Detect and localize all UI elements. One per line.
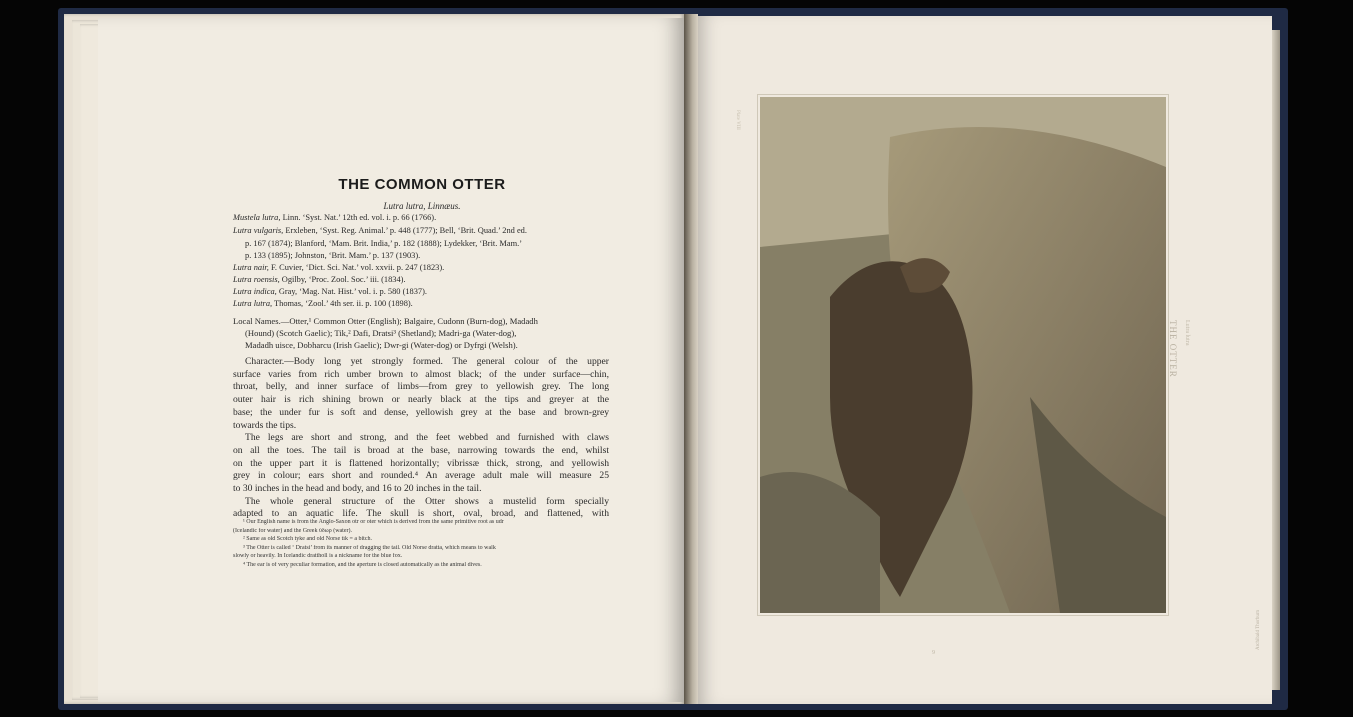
synonym-line: Lutra vulgaris, Erxleben, ‘Syst. Reg. Animal.’ p. 448 (1777); Bell, ‘Brit. Quad.’ 2nd ed. (233, 226, 527, 235)
paragraph-line: grey in colour; ears short and rounded.⁴ An average adult male will measure 25 (233, 470, 609, 482)
paragraph-line: throat, belly, and inner surface of limbs—from grey to yellowish grey. The long (233, 381, 609, 393)
footnote-line: ⁴ The ear is of very peculiar formation, and the aperture is closed automatically as the animal dives. (243, 562, 482, 568)
paragraph-line: The legs are short and strong, and the feet webbed and furnished with claws (245, 432, 609, 444)
plate-caption: THE OTTER (1168, 320, 1178, 378)
paragraph-line: adapted to an aquatic life. The skull is short, oval, broad, and flattened, with (233, 508, 609, 520)
local-name-line: Local Names.—Otter,¹ Common Otter (English); Balgaire, Cudonn (Burn-dog), Madadh (233, 316, 538, 326)
otter-plate-image (760, 97, 1166, 613)
footnote-line: ² Same as old Scotch tyke and old Norse tík = a bitch. (243, 536, 372, 543)
paragraph-line: Character.—Body long yet strongly formed. The general colour of the upper (245, 356, 609, 367)
footnote-line: ¹ Our English name is from the Anglo-Saxon otr or oter which is derived from the same primitive root as udr (243, 519, 504, 525)
paragraph-line: The whole general structure of the Otter shows a mustelid form specially (245, 495, 609, 507)
paragraph-line: outer hair is rich shining brown or nearly black at the tips and greyer at the (233, 394, 609, 406)
local-name-line: Madadh uisce, Dobharcu (Irish Gaelic); Dwr-gi (Water-dog) or Dyfrgi (Welsh). (245, 340, 518, 350)
synonym-line: Lutra indica, Gray, ‘Mag. Nat. Hist.’ vol. i. p. 580 (1837). (233, 287, 428, 296)
paragraph-line: on all the toes. The tail is broad at the base, narrowing towards the end, whilst (233, 444, 609, 456)
footnote-line: (Icelandic for water) and the Greek ὕδωρ (water). (233, 527, 353, 534)
page-number: 9 (932, 650, 935, 656)
species-subtitle: Lutra lutra, Linnæus. (383, 201, 461, 211)
plate-subcaption: Lutra lutra (1184, 320, 1190, 346)
paragraph-line: on the upper part it is flattened horizontally; vibrissæ thick, strong, and yellowish (233, 457, 609, 469)
otter-painting (760, 97, 1166, 613)
footnote-line: slowly or heavily. In Icelandic drattholl is a nickname for the blue fox. (233, 553, 403, 560)
local-name-line: (Hound) (Scotch Gaelic); Tik,² Dafi, Dratsi³ (Shetland); Madri-ga (Water-dog), (245, 328, 517, 338)
synonym-line: p. 133 (1895); Johnston, ‘Brit. Mam.’ p. 137 (1903). (245, 251, 421, 260)
synonym-line: Lutra roensis, Ogilby, ‘Proc. Zool. Soc.’ iii. (1834). (233, 275, 406, 284)
synonym-line: Mustela lutra, Linn. ‘Syst. Nat.’ 12th ed. vol. i. p. 66 (1766). (233, 213, 437, 222)
synonym-line: p. 167 (1874); Blanford, ‘Mam. Brit. India,’ p. 182 (1888); Lydekker, ‘Brit. Mam.’ (245, 239, 522, 248)
plate-credit: Archibald Thorburn (1256, 609, 1261, 650)
paragraph-line: towards the tips. (233, 419, 297, 431)
plate-mark: Plate VIII (735, 110, 740, 130)
paragraph-line: base; the under fur is soft and dense, yellowish grey at the base and brown-grey (233, 406, 609, 418)
synonym-line: Lutra lutra, Thomas, ‘Zool.’ 4th ser. ii. p. 100 (1898). (233, 299, 413, 308)
book-gutter (684, 14, 698, 704)
paragraph-line: to 30 inches in the head and body, and 16 to 20 inches in the tail. (233, 483, 482, 494)
synonym-line: Lutra nair, F. Cuvier, ‘Dict. Sci. Nat.’ vol. xxvii. p. 247 (1823). (233, 263, 445, 272)
footnote-line: ³ The Otter is called ‘ Dratsi’ from its manner of dragging the tail. Old Norse dratta, which means to walk (243, 544, 496, 551)
page-edge (1272, 30, 1280, 690)
page-title: THE COMMON OTTER (338, 176, 506, 193)
paragraph-line: surface varies from rich umber brown to almost black; of the under surface—chin, (233, 368, 609, 380)
